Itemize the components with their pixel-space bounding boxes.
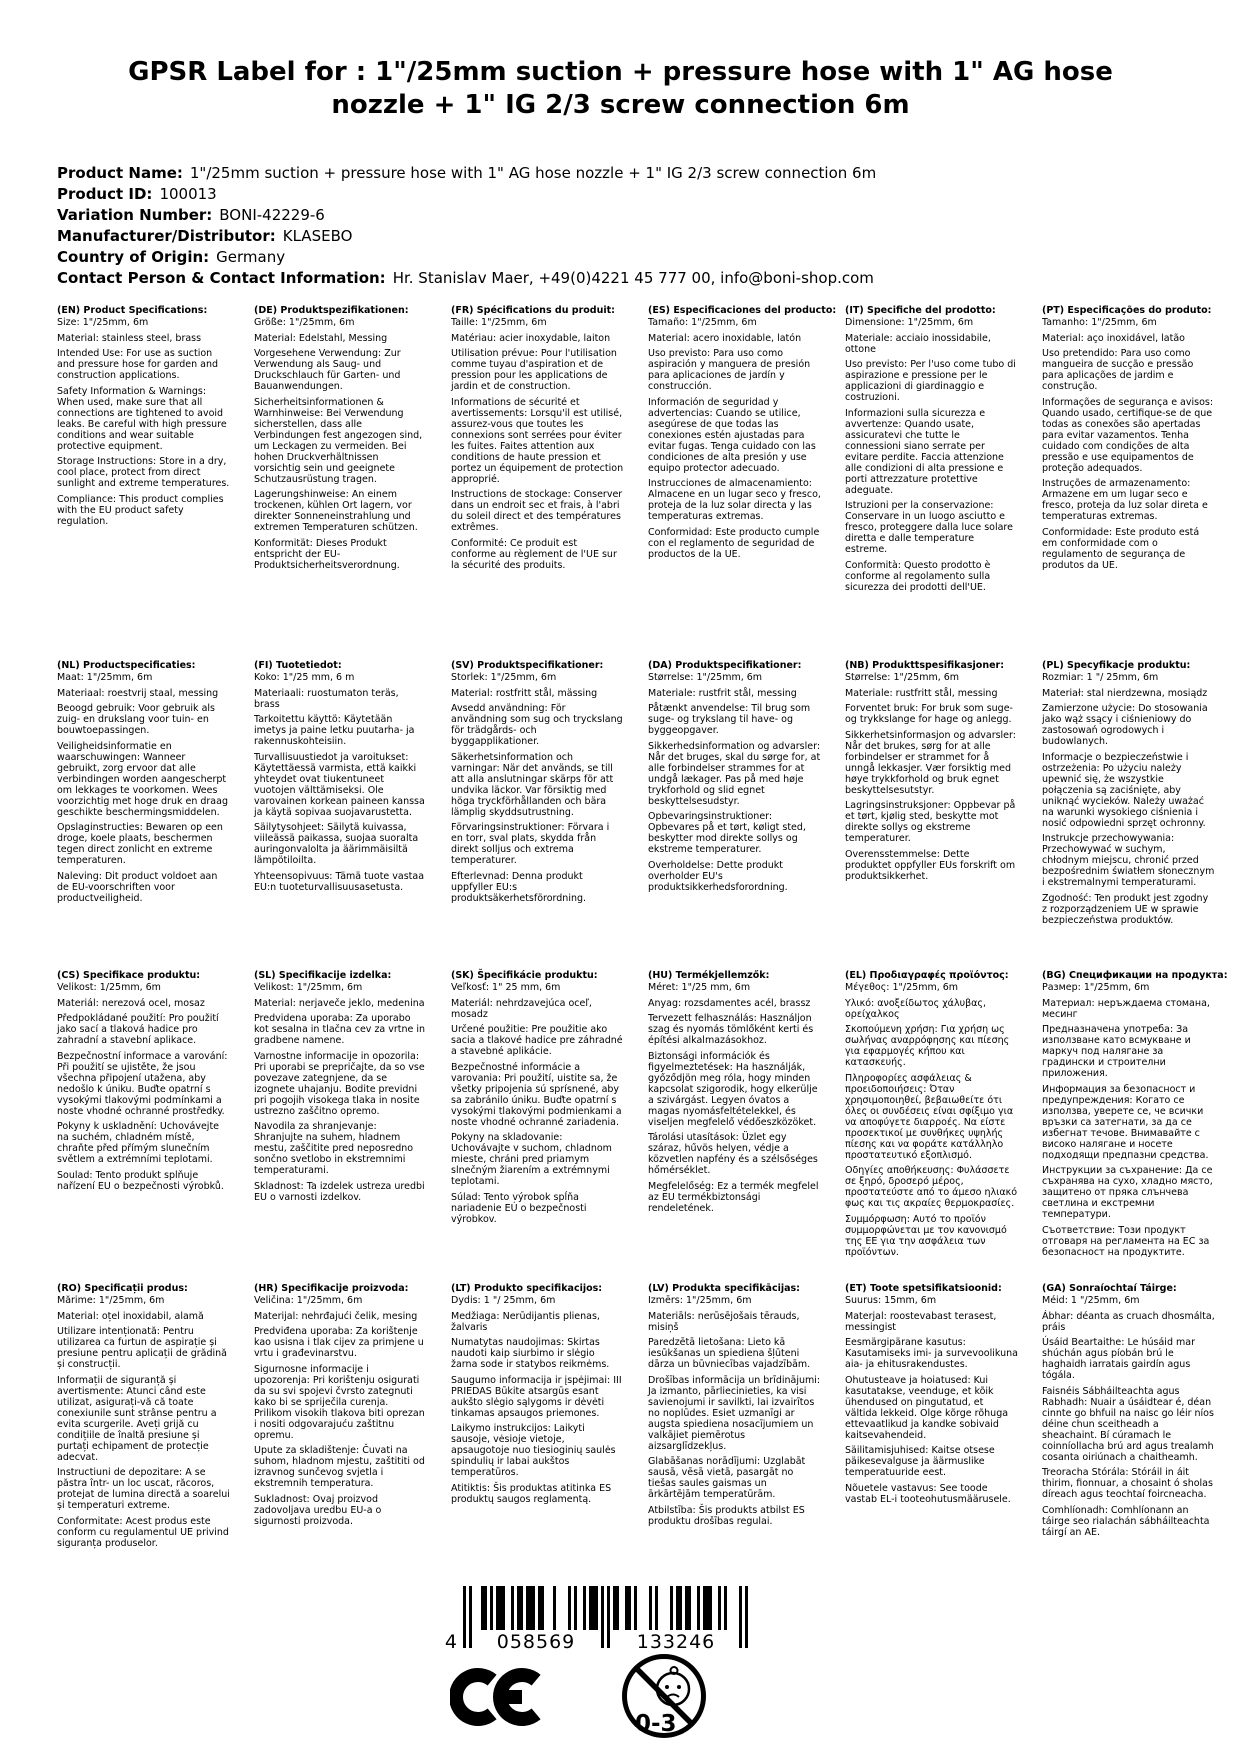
- spec-paragraph: Material: stainless steel, brass: [57, 332, 202, 344]
- spec-paragraph: Beoogd gebruik: Voor gebruik als zuig- en drukslang voor tuin- en bouwtoepassingen.: [57, 703, 215, 736]
- spec-paragraph: Rozmiar: 1 "/ 25mm, 6m: [1042, 672, 1159, 683]
- spec-paragraph: Instrukcje przechowywania: Przechowywać w suchym, chłodnym miejscu, chronić przed bezpośrednim światłem słonecznym i ekstremalnymi temperaturami.: [1042, 833, 1215, 888]
- spec-block-sl: [254, 970, 427, 1262]
- product-info-label: Product Name:: [57, 164, 183, 182]
- spec-heading-sk: (SK) Špecifikácie produktu:: [451, 970, 598, 981]
- spec-row-3: [57, 970, 1239, 1262]
- spec-block-sk: [451, 970, 624, 1262]
- spec-paragraph: Soulad: Tento produkt splňuje nařízení EU o bezpečnosti výrobků.: [57, 1169, 224, 1192]
- spec-paragraph: Materiál: nerezová ocel, mosaz: [57, 997, 205, 1009]
- spec-paragraph: Conformité: Ce produit est conforme au règlement de l'UE sur la sécurité des produits.: [451, 537, 617, 571]
- spec-paragraph: Méret: 1"/25 mm, 6m: [648, 982, 751, 993]
- spec-paragraph: Faisnéis Sábháilteachta agus Rabhadh: Nuair a úsáidtear é, déan cinnte go bhfuil na naisc go léir níos déine chun sceitheadh a sheachaint. Bí cúramach le coinníollacha brú ard agus trealamh cosanta oiriúnach a chaitheamh.: [1042, 1385, 1214, 1463]
- spec-block-fi: [254, 660, 427, 930]
- spec-paragraph: Saugumo informacija ir įspėjimai: III PRIEDAS Būkite atsargūs esant aukšto slėgio sąlygoms ir dėvėti tinkamas apsaugos priemones.: [451, 1374, 622, 1419]
- spec-paragraph: Atitiktis: Šis produktas atitinka ES produktų saugos reglamentą.: [451, 1482, 612, 1505]
- spec-heading-cs: (CS) Specifikace produktu:: [57, 970, 201, 981]
- spec-paragraph: Velikost: 1/25mm, 6m: [57, 982, 161, 993]
- spec-paragraph: Tamaño: 1"/25mm, 6m: [648, 317, 757, 328]
- spec-paragraph: Material: rostfritt stål, mässing: [451, 687, 598, 699]
- spec-heading-hr: (HR) Specifikacije proizvoda:: [254, 1283, 409, 1294]
- product-info-row: [57, 268, 876, 289]
- spec-paragraph: Overholdelse: Dette produkt overholder EU's produktsikkerhedsforordning.: [648, 859, 788, 893]
- spec-paragraph: Istruzioni per la conservazione: Conservare in un luogo asciutto e fresco, proteggere dalla luce solare diretta e dalle temperature estreme.: [845, 500, 1013, 555]
- spec-paragraph: Comhlíonadh: Comhlíonann an táirge seo rialachán sábháilteachta táirgí an AE.: [1042, 1504, 1210, 1538]
- spec-paragraph: Yhteensopivuus: Tämä tuote vastaa EU:n tuoteturvallisuusasetusta.: [254, 870, 425, 893]
- spec-paragraph: Utilizare intenționată: Pentru utilizarea ca furtun de aspirație și presiune pentru aplicații de grădină și construcții.: [57, 1326, 227, 1370]
- spec-paragraph: Sukladnost: Ovaj proizvod zadovoljava uredbu EU-a o sigurnosti proizvoda.: [254, 1493, 382, 1527]
- spec-paragraph: Информация за безопасност и предупреждения: Когато се използва, уверете се, че всички връзки са затегнати, за да се избегнат течове. Внимавайте с високо налягане и носете подходящи предпазни средства.: [1042, 1083, 1209, 1161]
- spec-block-hu: [648, 970, 821, 1262]
- product-info-value: Germany: [216, 248, 286, 266]
- spec-paragraph: Numatytas naudojimas: Skirtas naudoti kaip siurbimo ir slėgio žarna sode ir statybos reikmėms.: [451, 1337, 610, 1370]
- spec-paragraph: Πληροφορίες ασφάλειας & προειδοποιήσεις: Όταν χρησιμοποιηθεί, βεβαιωθείτε ότι όλες οι συνδέσεις είναι σφίξιμο για να αποφύγετε διαρροές. Να είστε προσεκτικοί με συνθήκες υψηλής πίεσης και να φοράτε κατάλληλο προστατευτικό εξοπλισμό.: [845, 1072, 1014, 1161]
- spec-paragraph: Förvaringsinstruktioner: Förvara i en torr, sval plats, skydda från direkt solljus och extrema temperaturer.: [451, 822, 610, 866]
- product-info-row: [57, 184, 876, 205]
- spec-paragraph: Informazioni sulla sicurezza e avvertenze: Quando usate, assicuratevi che tutte le connessioni siano serrate per evitare perdite. Faccia attenzione alle condizioni di alta pressione e porti attrezzature protettive adeguate.: [845, 407, 1004, 496]
- spec-block-cs: [57, 970, 230, 1262]
- spec-block-pt: [1042, 305, 1215, 597]
- spec-paragraph: Materiaal: roestvrij staal, messing: [57, 687, 219, 699]
- product-info-value: 100013: [159, 185, 217, 203]
- product-info-row: [57, 163, 876, 184]
- spec-paragraph: Pokyny na skladovanie: Uchovávajte v suchom, chladnom mieste, chráni pred priamym slnečným žiarením a extrémnymi teplotami.: [451, 1132, 612, 1187]
- spec-heading-nl: (NL) Productspecificaties:: [57, 660, 196, 671]
- spec-block-et: [845, 1283, 1018, 1553]
- spec-paragraph: Tarkoitettu käyttö: Käytetään imetys ja paine letku puutarha- ja rakennuskohteisiin.: [254, 714, 415, 747]
- spec-heading-el: (EL) Προδιαγραφές προϊόντος:: [845, 970, 1009, 981]
- spec-paragraph: Zgodność: Ten produkt jest zgodny z rozporządzeniem UE w sprawie bezpieczeństwa produktów.: [1042, 892, 1209, 926]
- spec-paragraph: Material: oțel inoxidabil, alamă: [57, 1310, 204, 1322]
- spec-paragraph: Izmērs: 1"/25mm, 6m: [648, 1295, 752, 1306]
- spec-paragraph: Treoracha Stórála: Stóráil in áit thirim, fionnuar, a chosaint ó sholas díreach agus teochtaí foircneacha.: [1042, 1467, 1213, 1500]
- spec-paragraph: Utilisation prévue: Pour l'utilisation comme tuyau d'aspiration et de pression pour les applications de jardin et de construction.: [451, 348, 617, 392]
- barcode-digits-right: 133246: [636, 1631, 716, 1653]
- spec-paragraph: Suurus: 15mm, 6m: [845, 1295, 937, 1306]
- spec-paragraph: Materijal: nehrđajući čelik, mesing: [254, 1310, 418, 1322]
- spec-heading-it: (IT) Specifiche del prodotto:: [845, 305, 996, 316]
- spec-paragraph: Sikkerhetsinformasjon og advarsler: Når det brukes, sørg for at alle forbindelser er strammet for å unngå lekkasjer. Vær forsiktig med høye trykkforhold og bruk egnet beskyttelsesutstyr.: [845, 729, 1016, 796]
- spec-paragraph: Instructiuni de depozitare: A se păstra într- un loc uscat, răcoros, protejat de lumina directă a soarelui și temperaturi extreme.: [57, 1467, 230, 1511]
- spec-paragraph: Predvidena uporaba: Za uporabo kot sesalna in tlačna cev za vrtne in gradbene namene.: [254, 1013, 426, 1046]
- product-info-label: Manufacturer/Distributor:: [57, 227, 276, 245]
- spec-heading-en: (EN) Product Specifications:: [57, 305, 208, 316]
- spec-paragraph: Materiaali: ruostumaton teräs, brass: [254, 687, 399, 710]
- spec-paragraph: Predviđena uporaba: Za korištenje kao usisna i tlak cijev za primjene u vrtu i građevinarstvu.: [254, 1326, 424, 1359]
- spec-paragraph: Dimensione: 1"/25mm, 6m: [845, 317, 974, 328]
- spec-paragraph: Súlad: Tento výrobok spĺňa nariadenie EÚ o bezpečnosti výrobkov.: [451, 1191, 587, 1225]
- spec-paragraph: Material: nerjaveče jeklo, medenina: [254, 997, 425, 1009]
- spec-paragraph: Opslaginstructies: Bewaren op een droge, koele plaats, beschermen tegen direct zonlicht en extreme temperaturen.: [57, 822, 223, 866]
- spec-paragraph: Matériau: acier inoxydable, laiton: [451, 332, 611, 344]
- spec-paragraph: Sicherheitsinformationen & Warnhinweise: Bei Verwendung sicherstellen, dass alle Verbindungen fest angezogen sind, um Leckagen zu vermeiden. Bei hohen Druckverhältnissen vorsichtig sein und geeignete Schutzausrüstung tragen.: [254, 396, 423, 485]
- product-info-row: [57, 247, 876, 268]
- spec-paragraph: Instructions de stockage: Conserver dans un endroit sec et frais, à l'abri du soleil direct et des températures extrêmes.: [451, 489, 623, 533]
- spec-paragraph: Conformitate: Acest produs este conform cu regulamentul UE privind siguranța produselor.: [57, 1515, 229, 1549]
- spec-paragraph: Varnostne informacije in opozorila: Pri uporabi se prepričajte, da so vse povezave zategnjene, da se izognete uhajanju. Bodite previdni pri pogojih visokega tlaka in nosite ustrezno zaščitno opremo.: [254, 1050, 425, 1117]
- spec-heading-bg: (BG) Спецификации на продукта:: [1042, 970, 1228, 981]
- spec-paragraph: Materiał: stal nierdzewna, mosiądz: [1042, 687, 1208, 699]
- spec-paragraph: Turvallisuustiedot ja varoitukset: Käytettäessä varmista, että kaikki yhteydet ovat tiukentuneet vuotojen välttämiseksi. Ole varovainen korkean paineen kanssa ja käytä sopivaa suojavarustetta.: [254, 751, 425, 818]
- spec-paragraph: Glabāšanas norādījumi: Uzglabāt sausā, vēsā vietā, pasargāt no tiešas saules gaismas un ārkārtējām temperatūrām.: [648, 1456, 806, 1500]
- spec-paragraph: Konformität: Dieses Produkt entspricht der EU-Produktsicherheitsverordnung.: [254, 537, 400, 571]
- spec-paragraph: Größe: 1"/25mm, 6m: [254, 317, 355, 328]
- spec-paragraph: Uso previsto: Para uso como aspiración y manguera de presión para aplicaciones de jardín y construcción.: [648, 348, 811, 392]
- spec-paragraph: Laikymo instrukcijos: Laikyti sausoje, vėsioje vietoje, apsaugotoje nuo tiesioginių saulės spindulių ir labai aukštos temperatūros.: [451, 1423, 616, 1478]
- spec-paragraph: Instrucciones de almacenamiento: Almacene en un lugar seco y fresco, proteja de la luz solar directa y las temperaturas extremas.: [648, 478, 821, 522]
- product-info-label: Variation Number:: [57, 206, 213, 224]
- spec-paragraph: Tervezett felhasználás: Használjon szag és nyomás tömlőként kerti és építési alkalmazásokhoz.: [648, 1013, 814, 1046]
- spec-paragraph: Medžiaga: Nerūdijantis plienas, žalvaris: [451, 1310, 600, 1333]
- spec-heading-sv: (SV) Produktspecifikationer:: [451, 660, 604, 671]
- spec-paragraph: Eesmärgipärane kasutus: Kasutamiseks imi- ja survevoolikuna aia- ja ehitusrakendustes.: [845, 1337, 1018, 1370]
- spec-paragraph: Οδηγίες αποθήκευσης: Φυλάσσετε σε ξηρό, δροσερό μέρος, προστατεύστε από το άμεσο ηλιακό φως και τις ακραίες θερμοκρασίες.: [845, 1165, 1018, 1209]
- spec-paragraph: Určené použitie: Pre použitie ako sacia a tlakové hadice pre záhradné a stavebné aplikácie.: [451, 1024, 623, 1057]
- spec-paragraph: Materiale: rustfritt stål, messing: [845, 687, 998, 699]
- spec-paragraph: Σκοπούμενη χρήση: Για χρήση ως σωλήνας αναρρόφησης και πίεσης για εφαρμογές κήπου και κατασκευής.: [845, 1024, 1010, 1068]
- spec-paragraph: Conformidad: Este producto cumple con el reglamento de seguridad de productos de la UE.: [648, 526, 820, 560]
- spec-paragraph: Uso previsto: Per l'uso come tubo di aspirazione e pressione per le applicazioni di giardinaggio e costruzioni.: [845, 359, 1016, 403]
- product-info-label: Contact Person & Contact Information:: [57, 269, 386, 287]
- spec-paragraph: Ohutusteave ja hoiatused: Kui kasutatakse, veenduge, et kõik ühendused on pingutatud, et vältida lekkeid. Olge kõrge rõhuga ettevaatlikud ja kandke sobivaid kaitsevahendeid.: [845, 1374, 1009, 1441]
- product-info-value: 1"/25mm suction + pressure hose with 1" AG hose nozzle + 1" IG 2/3 screw connection 6m: [189, 164, 877, 182]
- spec-paragraph: Materiāls: nerūsējošais tērauds, misiņš: [648, 1310, 800, 1333]
- spec-block-fr: [451, 305, 624, 597]
- spec-row-2: [57, 660, 1239, 930]
- spec-paragraph: Úsáid Beartaithe: Le húsáid mar shúchán agus píobán brú le haghaidh iarratais gairdín agus tógála.: [1042, 1337, 1195, 1381]
- ean13-barcode: [441, 1586, 751, 1656]
- spec-paragraph: Sigurnosne informacije i upozorenja: Pri korištenju osigurati da su svi spojevi čvrsto zategnuti kako bi se spriječila curenja. Prilikom visokih tlakova biti oprezan i nositi odgovarajuću zaštitnu opremu.: [254, 1363, 425, 1441]
- age-warning-0-3-icon: [620, 1652, 708, 1740]
- spec-paragraph: Säilytysohjeet: Säilytä kuivassa, viileässä paikassa, suojaa suoralta auringonvalolta ja äärimmäisiltä lämpötiloilta.: [254, 822, 419, 866]
- spec-paragraph: Materiale: acciaio inossidabile, ottone: [845, 332, 991, 355]
- spec-paragraph: Velikost: 1"/25mm, 6m: [254, 982, 363, 993]
- spec-paragraph: Biztonsági információk és figyelmeztetések: Ha használják, győződjön meg róla, hogy minden kapcsolat szigorodik, hogy elkerülje a szivárgást. Legyen óvatos a magas nyomásfeltételekkel, és viseljen megfelelő védőeszközöket.: [648, 1050, 818, 1128]
- spec-paragraph: Koko: 1"/25 mm, 6 m: [254, 672, 355, 683]
- spec-paragraph: Safety Information & Warnings: When used, make sure that all connections are tightened to avoid leaks. Be careful with high pressure conditions and wear suitable protective equipment.: [57, 385, 227, 452]
- spec-paragraph: Paredzētā lietošana: Lieto kā iesūkšanas un spiediena šļūteni dārza un būvniecības vajadzībām.: [648, 1337, 811, 1370]
- spec-paragraph: Compliance: This product complies with the EU product safety regulation.: [57, 493, 224, 527]
- spec-paragraph: Pokyny k uskladnění: Uchovávejte na suchém, chladném místě, chraňte před přímým slunečním světlem a extrémními teplotami.: [57, 1121, 220, 1165]
- product-info-value: KLASEBO: [282, 227, 353, 245]
- spec-paragraph: Informations de sécurité et avertissements: Lorsqu'il est utilisé, assurez-vous que toutes les connexions sont serrées pour éviter les fuites. Faites attention aux conditions de haute pression et portez un équipement de protection approprié.: [451, 396, 624, 485]
- spec-paragraph: Veličina: 1"/25mm, 6m: [254, 1295, 363, 1306]
- spec-paragraph: Navodila za shranjevanje: Shranjujte na suhem, hladnem mestu, zaščitite pred neposredno sončno svetlobo in ekstremnimi temperaturami.: [254, 1121, 414, 1176]
- spec-heading-es: (ES) Especificaciones del producto:: [648, 305, 837, 316]
- spec-paragraph: Materiale: rustfrit stål, messing: [648, 687, 797, 699]
- spec-paragraph: Storlek: 1"/25mm, 6m: [451, 672, 557, 683]
- spec-paragraph: Инструкции за съхранение: Да се съхранява на сухо, хладно място, защитено от пряка слънчева светлина и екстремни температури.: [1042, 1165, 1213, 1220]
- spec-heading-sl: (SL) Specifikacije izdelka:: [254, 970, 392, 981]
- spec-paragraph: Anyag: rozsdamentes acél, brassz: [648, 997, 811, 1009]
- spec-heading-pl: (PL) Specyfikacje produktu:: [1042, 660, 1191, 671]
- spec-row-4: [57, 1283, 1239, 1553]
- spec-paragraph: Lagringsinstruksjoner: Oppbevar på et tørt, kjølig sted, beskytte mot direkte sollys og ekstreme temperaturer.: [845, 800, 1016, 844]
- age-warning-label: 0-3: [635, 1711, 677, 1737]
- spec-paragraph: Informații de siguranță și avertismente: Atunci când este utilizat, asigurați-vă că toate conexiunile sunt strânse pentru a evita scurgerile. Aveți grijă cu condițiile de înaltă presiune și purtați echipament de protecție adecvat.: [57, 1374, 217, 1463]
- spec-paragraph: Размер: 1"/25mm, 6m: [1042, 982, 1150, 993]
- product-info-label: Country of Origin:: [57, 248, 210, 266]
- spec-paragraph: Veiligheidsinformatie en waarschuwingen: Wanneer gebruikt, zorg ervoor dat alle verbindingen worden aangescherpt om lekkages te voorkomen. Wees voorzichtig met hoge druk en draag geschikte beschermingsmiddelen.: [57, 740, 228, 818]
- spec-paragraph: Mărime: 1"/25mm, 6m: [57, 1295, 165, 1306]
- spec-paragraph: Material: acero inoxidable, latón: [648, 332, 802, 344]
- spec-paragraph: Taille: 1"/25mm, 6m: [451, 317, 547, 328]
- page-title: GPSR Label for : 1"/25mm suction + pressure hose with 1" AG hose nozzle + 1" IG 2/3 screw connection 6m: [128, 57, 1113, 120]
- spec-paragraph: Ábhar: déanta as cruach dhosmálta, práis: [1042, 1310, 1215, 1333]
- spec-paragraph: Material: aço inoxidável, latão: [1042, 332, 1185, 344]
- spec-block-pl: [1042, 660, 1215, 930]
- spec-block-nl: [57, 660, 230, 930]
- spec-paragraph: Materjal: roostevabast terasest, messingist: [845, 1310, 997, 1333]
- spec-paragraph: Megfelelőség: Ez a termék megfelel az EU termékbiztonsági rendeletének.: [648, 1180, 819, 1214]
- spec-paragraph: Säilitamisjuhised: Kaitse otsese päikesevalguse ja äärmuslike temperatuuride eest.: [845, 1445, 995, 1478]
- spec-heading-nb: (NB) Produkttspesifikasjoner:: [845, 660, 1005, 671]
- spec-paragraph: Upute za skladištenje: Čuvati na suhom, hladnom mjestu, zaštititi od izravnog sunčevog svjetla i ekstremnih temperatura.: [254, 1445, 425, 1489]
- spec-block-de: [254, 305, 427, 597]
- spec-paragraph: Storage Instructions: Store in a dry, cool place, protect from direct sunlight and extreme temperatures.: [57, 456, 230, 489]
- spec-paragraph: Съответствие: Този продукт отговаря на регламента на ЕС за безопасност на продуктите.: [1042, 1224, 1210, 1258]
- spec-paragraph: Zamierzone użycie: Do stosowania jako wąż ssący i ciśnieniowy do zastosowań ogrodowych i budowlanych.: [1042, 703, 1208, 747]
- spec-paragraph: Informações de segurança e avisos: Quando usado, certifique-se de que todas as conexões são apertadas para evitar vazamentos. Tenha cuidado com condições de alta pressão e use equipamentos de proteção adequados.: [1042, 396, 1214, 474]
- spec-paragraph: Intended Use: For use as suction and pressure hose for garden and construction applications.: [57, 348, 219, 381]
- spec-paragraph: Bezpečnostné informácie a varovania: Pri použití, uistite sa, že všetky pripojenia sú sprísnené, aby sa zabránilo úniku. Buďte opatrní s vysokými tlakovými podmienkami a noste vhodné ochranné zariadenia.: [451, 1061, 622, 1128]
- spec-block-lt: [451, 1283, 624, 1553]
- ce-mark-icon: [450, 1665, 550, 1729]
- spec-paragraph: Overensstemmelse: Dette produktet oppfyller EUs forskrift om produktsikkerhet.: [845, 848, 1016, 882]
- spec-paragraph: Instruções de armazenamento: Armazene em um lugar seco e fresco, proteja da luz solar direta e temperaturas extremas.: [1042, 478, 1208, 522]
- spec-block-hr: [254, 1283, 427, 1553]
- spec-heading-ro: (RO) Specificații produs:: [57, 1283, 188, 1294]
- spec-paragraph: Size: 1"/25mm, 6m: [57, 317, 149, 328]
- spec-paragraph: Предназначена употреба: За използване като всмукване и маркуч под налягане за градински и строителни приложения.: [1042, 1024, 1191, 1079]
- spec-paragraph: Avsedd användning: För användning som sug och tryckslang för trädgårds- och byggapplikationer.: [451, 703, 623, 747]
- spec-paragraph: Dydis: 1 "/ 25mm, 6m: [451, 1295, 556, 1306]
- spec-block-sv: [451, 660, 624, 930]
- spec-paragraph: Información de seguridad y advertencias: Cuando se utilice, asegúrese de que todas las conexiones estén ajustadas para evitar fugas. Tenga cuidado con las condiciones de alta presión y use equipo protector adecuado.: [648, 396, 816, 474]
- product-info-block: [57, 163, 876, 289]
- spec-paragraph: Veľkosť: 1" 25 mm, 6m: [451, 982, 561, 993]
- spec-paragraph: Material: Edelstahl, Messing: [254, 332, 388, 344]
- spec-paragraph: Uso pretendido: Para uso como mangueira de sucção e pressão para aplicações de jardim e construção.: [1042, 348, 1194, 392]
- spec-block-nb: [845, 660, 1018, 930]
- spec-paragraph: Méid: 1 "/25mm, 6m: [1042, 1295, 1140, 1306]
- spec-paragraph: Atbilstība: Šis produkts atbilst ES produktu drošības regulai.: [648, 1504, 805, 1527]
- spec-block-ro: [57, 1283, 230, 1553]
- spec-paragraph: Tamanho: 1"/25mm, 6m: [1042, 317, 1157, 328]
- spec-paragraph: Υλικό: ανοξείδωτος χάλυβας, ορείχαλκος: [845, 997, 986, 1020]
- spec-paragraph: Størrelse: 1"/25mm, 6m: [648, 672, 763, 683]
- spec-paragraph: Materiál: nehrdzavejúca oceľ, mosadz: [451, 997, 592, 1020]
- spec-paragraph: Størrelse: 1"/25mm, 6m: [845, 672, 960, 683]
- spec-row-1: [57, 305, 1239, 597]
- spec-paragraph: Předpokládané použití: Pro použití jako sací a tlaková hadice pro zahradní a stavební aplikace.: [57, 1013, 219, 1046]
- spec-paragraph: Lagerungshinweise: An einem trockenen, kühlen Ort lagern, vor direkter Sonneneinstrahlung und extremen Temperaturen schützen.: [254, 489, 418, 533]
- spec-heading-ga: (GA) Sonraíochtaí Táirge:: [1042, 1283, 1177, 1294]
- spec-paragraph: Conformidade: Este produto está em conformidade com o regulamento de segurança de produtos da UE.: [1042, 526, 1200, 571]
- spec-paragraph: Nõuetele vastavus: See toode vastab EL-i tooteohutusmäärusele.: [845, 1482, 1011, 1505]
- spec-paragraph: Informacje o bezpieczeństwie i ostrzeżenia: Po użyciu należy upewnić się, że wszystkie połączenia są zaciśnięte, aby uniknąć wycieków. Należy uważać na warunki wysokiego ciśnienia i nosić odpowiedni sprzęt ochronny.: [1042, 751, 1206, 829]
- spec-block-el: [845, 970, 1018, 1262]
- spec-heading-da: (DA) Produktspecifikationer:: [648, 660, 802, 671]
- spec-block-es: [648, 305, 837, 597]
- spec-paragraph: Säkerhetsinformation och varningar: När det används, se till att alla anslutningar skärps för att undvika läckor. Var försiktig med höga tryckförhållanden och bära lämplig skyddsutrustning.: [451, 751, 614, 818]
- spec-heading-lv: (LV) Produkta specifikācijas:: [648, 1283, 800, 1294]
- product-info-row: [57, 205, 876, 226]
- spec-paragraph: Påtænkt anvendelse: Til brug som suge- og trykslang til have- og byggeopgaver.: [648, 703, 811, 736]
- spec-heading-fr: (FR) Spécifications du produit:: [451, 305, 615, 316]
- spec-paragraph: Sikkerhedsinformation og advarsler: Når det bruges, skal du sørge for, at alle forbindelser strammes for at undgå lækager. Pas på med høje trykforhold og slid egnet beskyttelsesudstyr.: [648, 740, 821, 807]
- spec-block-it: [845, 305, 1018, 597]
- product-info-value: BONI-42229-6: [219, 206, 325, 224]
- spec-heading-pt: (PT) Especificações do produto:: [1042, 305, 1212, 316]
- spec-heading-et: (ET) Toote spetsifikatsioonid:: [845, 1283, 1002, 1294]
- spec-paragraph: Conformità: Questo prodotto è conforme al regolamento sulla sicurezza dei prodotti dell'UE.: [845, 559, 991, 593]
- spec-paragraph: Efterlevnad: Denna produkt uppfyller EU:s produktsäkerhetsförordning.: [451, 870, 587, 904]
- spec-paragraph: Opbevaringsinstruktioner: Opbevares på et tørt, køligt sted, beskytter mod direkte sollys og ekstreme temperaturer.: [648, 811, 806, 855]
- spec-heading-fi: (FI) Tuotetiedot:: [254, 660, 342, 671]
- barcode-digit-first: 4: [444, 1631, 457, 1653]
- spec-block-lv: [648, 1283, 821, 1553]
- spec-block-ga: [1042, 1283, 1215, 1553]
- product-info-row: [57, 226, 876, 247]
- spec-heading-lt: (LT) Produkto specifikacijos:: [451, 1283, 603, 1294]
- product-info-label: Product ID:: [57, 185, 153, 203]
- spec-block-da: [648, 660, 821, 930]
- spec-paragraph: Vorgesehene Verwendung: Zur Verwendung als Saug- und Druckschlauch für Garten- und Bauanwendungen.: [254, 348, 401, 392]
- spec-paragraph: Tárolási utasítások: Üzlet egy száraz, hűvös helyen, védje a közvetlen napfény és a szélsőséges hőmérséklet.: [648, 1132, 818, 1176]
- spec-heading-de: (DE) Produktspezifikationen:: [254, 305, 409, 316]
- spec-paragraph: Forventet bruk: For bruk som suge- og trykkslange for hage og anlegg.: [845, 703, 1013, 725]
- spec-paragraph: Συμμόρφωση: Αυτό το προϊόν συμμορφώνεται με τον κανονισμό της ΕΕ για την ασφάλεια των προϊόντων.: [845, 1213, 1007, 1258]
- spec-block-en: [57, 305, 230, 597]
- spec-paragraph: Материал: неръждаема стомана, месинг: [1042, 997, 1210, 1020]
- spec-paragraph: Μέγεθος: 1"/25mm, 6m: [845, 982, 959, 993]
- spec-heading-hu: (HU) Termékjellemzők:: [648, 970, 770, 981]
- spec-block-bg: [1042, 970, 1228, 1262]
- barcode-digits-left: 058569: [496, 1631, 576, 1653]
- spec-paragraph: Naleving: Dit product voldoet aan de EU-voorschriften voor productveiligheid.: [57, 870, 218, 904]
- spec-paragraph: Bezpečnostní informace a varování: Při použití se ujistěte, že jsou všechna připojení utažena, aby nedošlo k úniku. Buďte opatrní s vysokými tlakovými podmínkami a noste vhodné ochranné prostředky.: [57, 1050, 228, 1117]
- product-info-value: Hr. Stanislav Maer, +49(0)4221 45 777 00, info@boni-shop.com: [392, 269, 874, 287]
- spec-paragraph: Skladnost: Ta izdelek ustreza uredbi EU o varnosti izdelkov.: [254, 1180, 425, 1203]
- spec-paragraph: Drošības informācija un brīdinājumi: Ja izmanto, pārliecinieties, ka visi savienojumi ir savilkti, lai izvairītos no noplūdes. Esiet uzmanīgi ar augsta spiediena nosacījumiem un valkājiet piemērotus aizsarglīdzekļus.: [648, 1374, 821, 1452]
- spec-paragraph: Maat: 1"/25mm, 6m: [57, 672, 153, 683]
